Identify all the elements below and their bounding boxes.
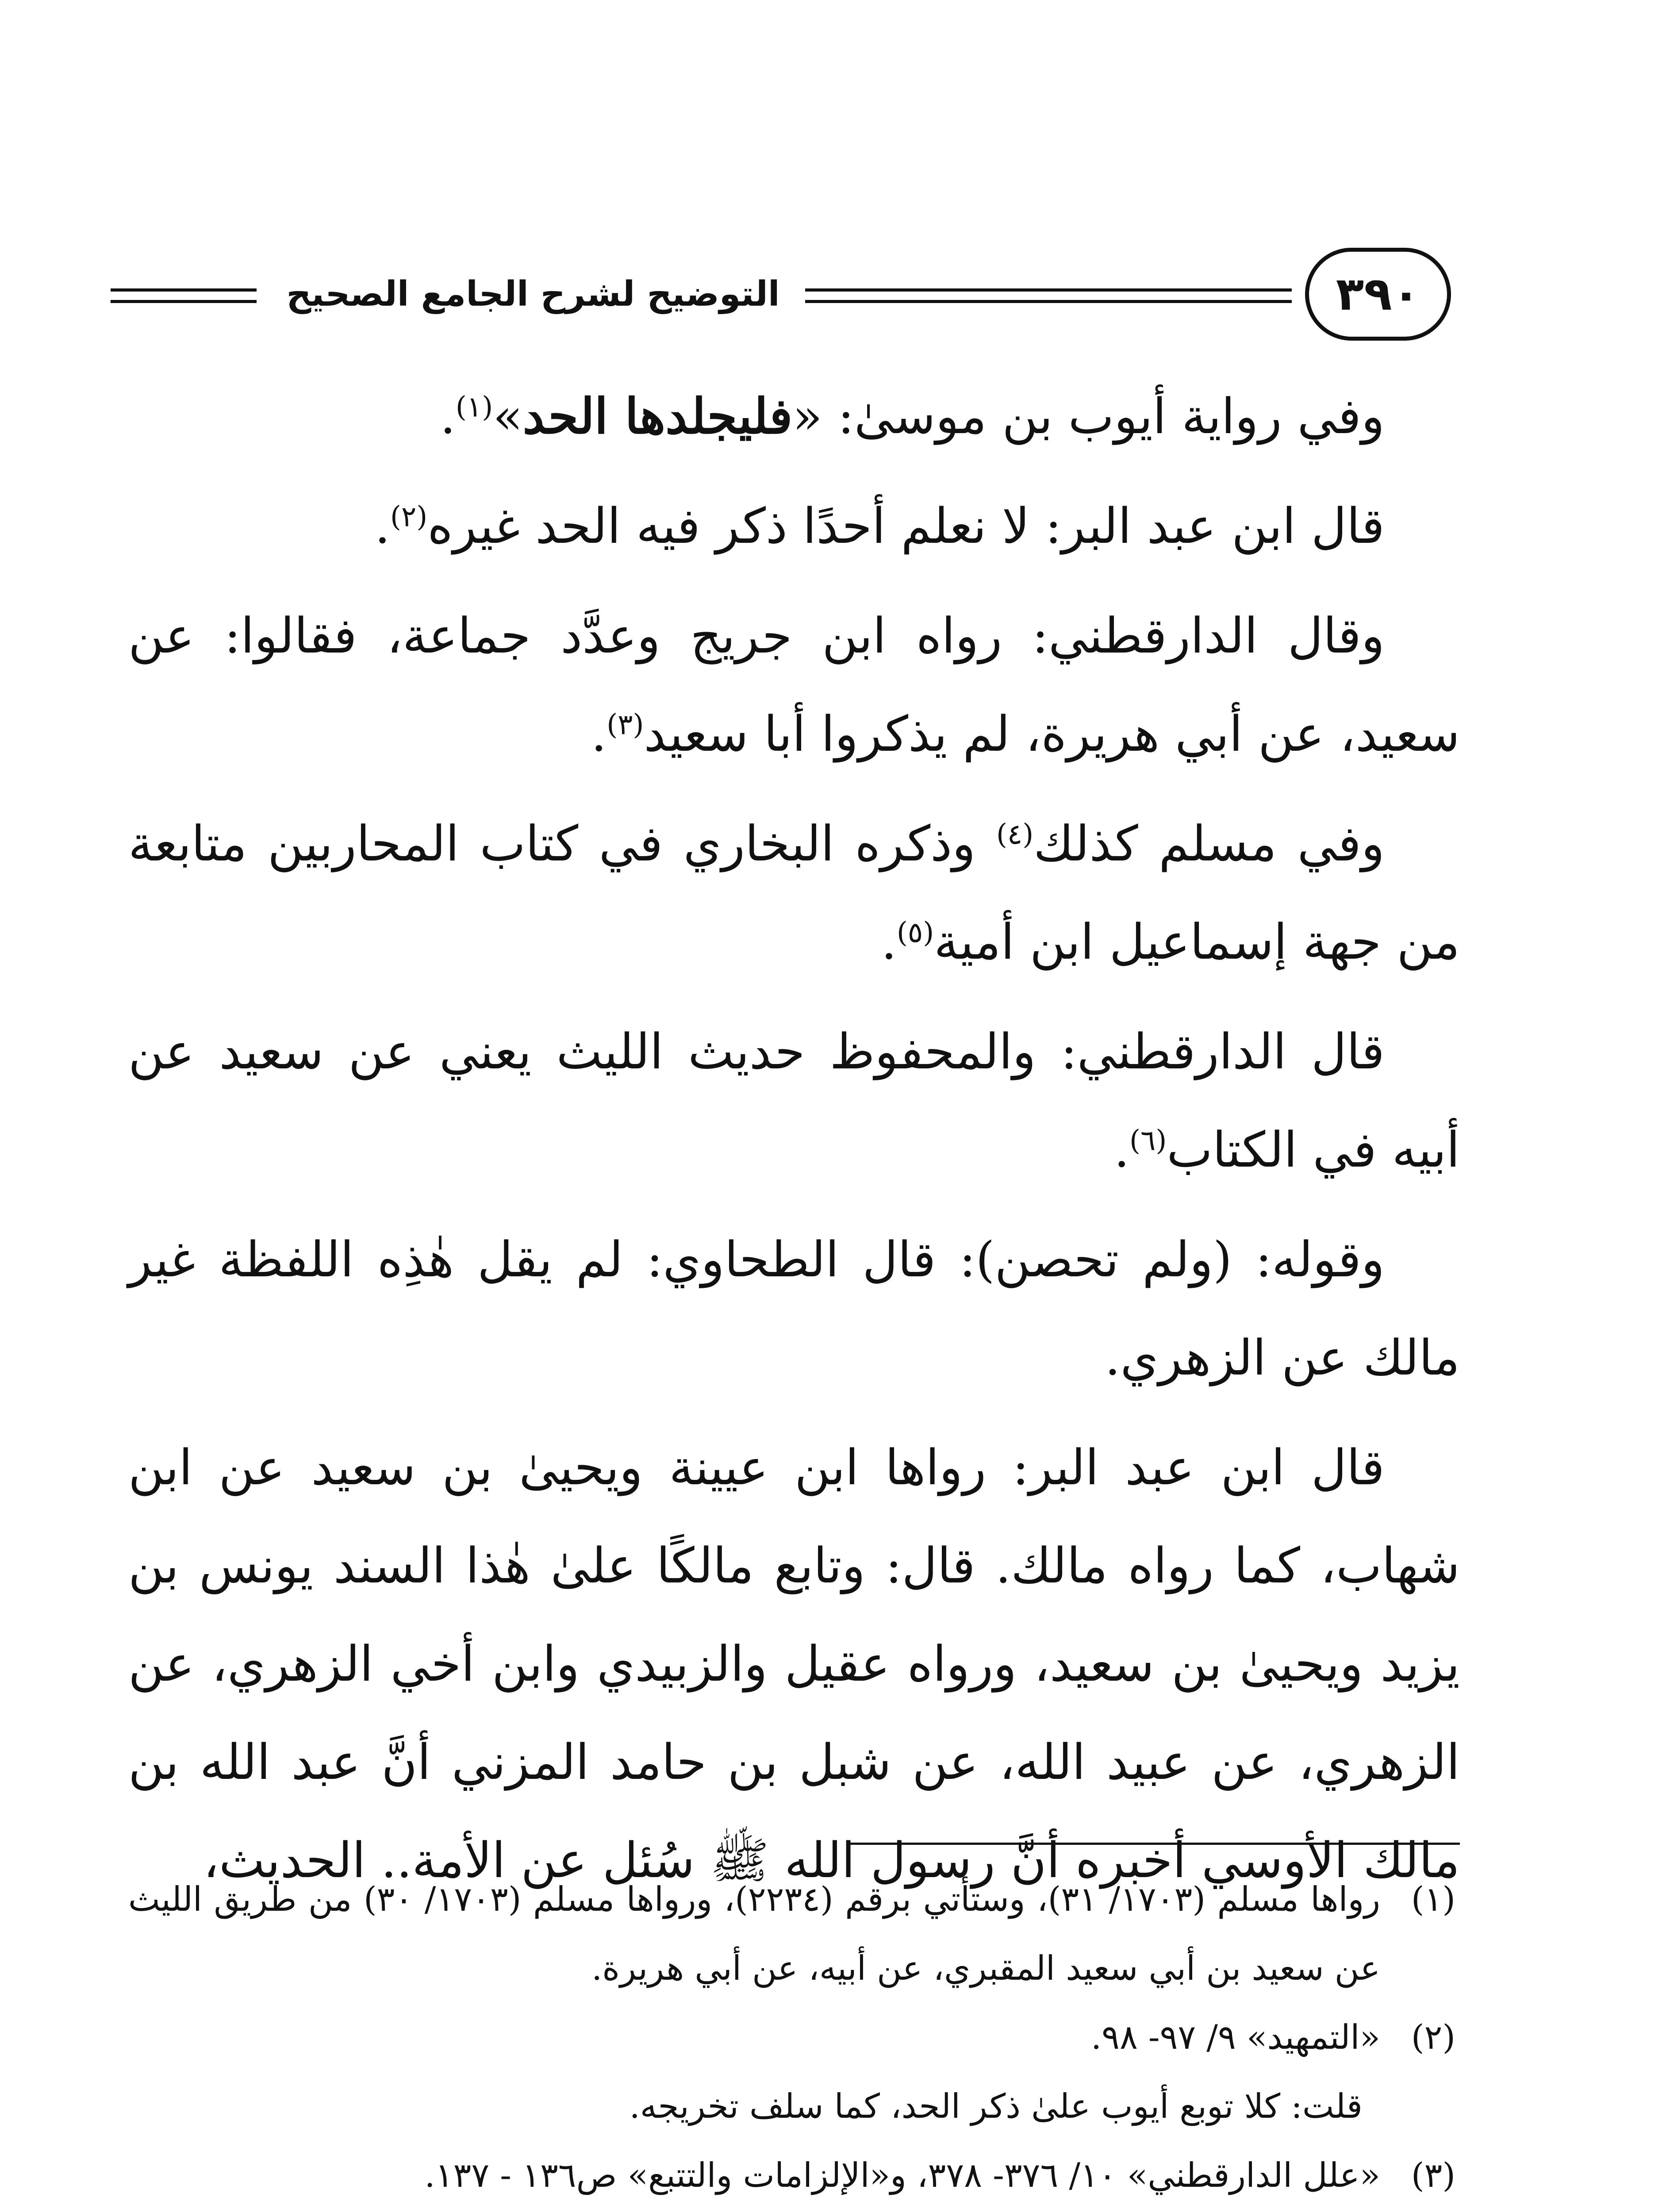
header-rule-left-bottom — [111, 300, 257, 303]
footnote-ref-4: (٤) — [996, 818, 1034, 851]
footnote-2-comment: قلت: كلا توبع أيوب علىٰ ذكر الحد، كما سلف تخريجه. — [629, 2086, 1363, 2126]
p3-end: . — [591, 706, 607, 762]
p2-text: قال ابن عبد البر: لا نعلم أحدًا ذكر فيه الحد غيره — [427, 498, 1385, 554]
footnote-ref-1: (١) — [455, 391, 493, 424]
header-rule-right-bottom — [805, 300, 1292, 303]
footnote-number — [1389, 2210, 1455, 2212]
p5-end: . — [1114, 1121, 1130, 1178]
header-rule-right-top — [805, 288, 1292, 292]
footnote-number: (٢) — [1411, 2017, 1455, 2057]
p6-text: وقوله: (ولم تحصن): قال الطحاوي: لم يقل هٰذِه اللفظة غير مالك عن الزهري. — [128, 1231, 1460, 1386]
p5-text: قال الدارقطني: والمحفوظ حديث الليث يعني عن سعيد عن أبيه في الكتاب — [128, 1023, 1460, 1178]
p4-end: . — [881, 914, 897, 970]
footnote-ref-5: (٥) — [896, 916, 934, 949]
footnote-3 — [128, 2141, 1460, 2210]
p1-close: » — [493, 388, 523, 445]
page-number: ٣٩٠ — [1305, 248, 1451, 341]
footnote-text: «التمهيد» ٩/ ٩٧- ٩٨. — [1090, 2017, 1380, 2057]
footnote-4 — [128, 2210, 1460, 2212]
footnote-text: «علل الدارقطني» ١٠/ ٣٧٦- ٣٧٨، و«الإلزامات والتتبع» ص١٣٦ - ١٣٧. — [424, 2155, 1380, 2195]
p1-end: . — [440, 388, 456, 445]
paragraph-3 — [128, 587, 1460, 783]
footnotes — [128, 1865, 1460, 2212]
main-text — [128, 367, 1460, 1921]
running-title: التوضيح لشرح الجامع الصحيح — [286, 274, 780, 314]
footnote-1 — [128, 1865, 1460, 2003]
p4-text-b: وذكره البخاري في كتاب المحاربين متابعة من جهة إسماعيل ابن أمية — [128, 815, 1460, 970]
footnote-separator — [849, 1843, 1460, 1845]
page-header — [111, 248, 1455, 345]
paragraph-4 — [128, 795, 1460, 991]
p4-text-a: وفي مسلم كذلك — [1033, 815, 1385, 872]
paragraph-6 — [128, 1210, 1460, 1407]
paragraph-2 — [128, 477, 1460, 575]
footnote-text: رواها مسلم (١٧٠٣/ ٣١)، وستأتي برقم (٢٢٣٤)، ورواها مسلم (١٧٠٣/ ٣٠) من طريق الليث عن سعيد بن أبي سعيد المقبري، عن أبيه، عن أبي هريرة. — [128, 1879, 1380, 1988]
footnote-ref-2: (٢) — [390, 500, 428, 534]
p1-text: وفي رواية أيوب بن موسىٰ: « — [792, 388, 1385, 445]
p2-end: . — [374, 498, 390, 554]
footnote-ref-6: (٦) — [1129, 1124, 1167, 1157]
footnote-number: (٣) — [1411, 2155, 1455, 2195]
p3-text: وقال الدارقطني: رواه ابن جريج وعدَّد جماعة، فقالوا: عن سعيد، عن أبي هريرة، لم يذكروا أبا سعيد — [128, 607, 1460, 762]
header-rule-left-top — [111, 288, 257, 292]
footnote-ref-3: (٣) — [607, 708, 644, 741]
paragraph-7 — [128, 1418, 1460, 1909]
p1-bold-quote: فليجلدها الحد — [522, 388, 793, 445]
p7-text: قال ابن عبد البر: رواها ابن عيينة ويحيىٰ بن سعيد عن ابن شهاب، كما رواه مالك. قال: وتابع مالكًا علىٰ هٰذا السند يونس بن يزيد ويحيىٰ بن سعيد، ورواه عقيل والزبيدي وابن أخي الزهري، عن الزهري، عن عبيد الله، عن شبل بن حامد المزني أنَّ عبد الله بن مالك الأوسي أخبره أنَّ رسول الله ﷺ سُئل عن الأمة.. الحديث، — [128, 1439, 1460, 1889]
footnote-number: (١) — [1411, 1879, 1455, 1919]
paragraph-1 — [128, 367, 1460, 465]
paragraph-5 — [128, 1002, 1460, 1199]
footnote-2 — [128, 2003, 1460, 2072]
